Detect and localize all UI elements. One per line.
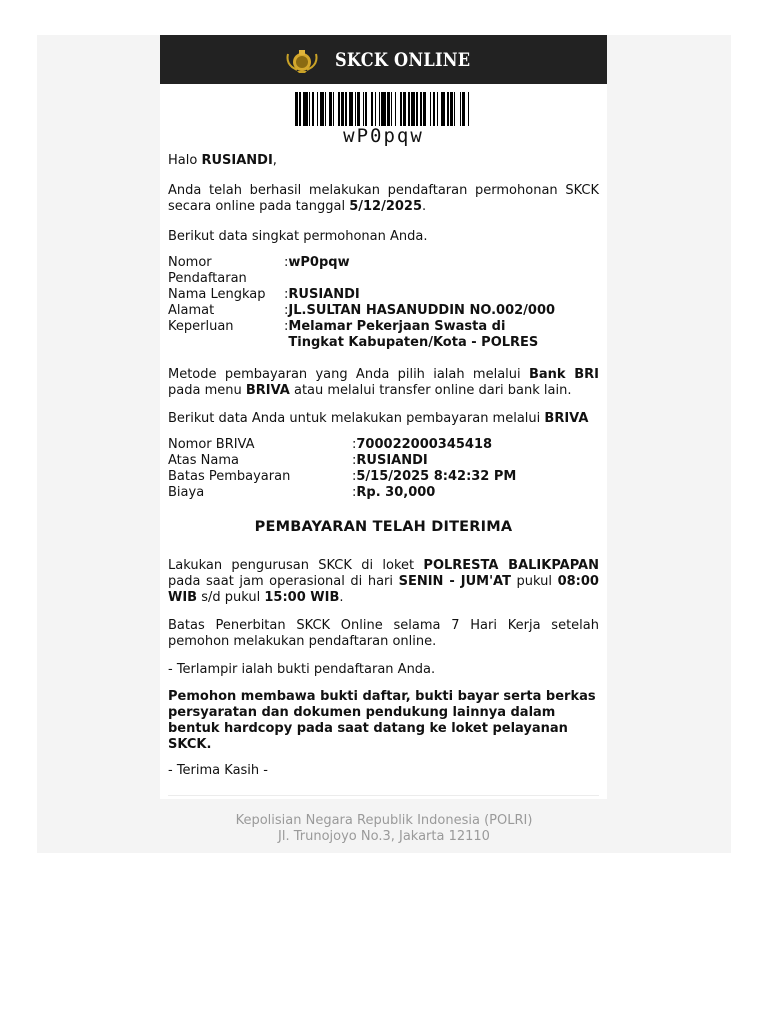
detail-value: RUSIANDI [288,287,360,302]
detail-value: wP0pqw [288,255,350,270]
content-divider [168,795,599,796]
email-body [160,153,607,796]
detail-row-address: Alamat : JL.SULTAN HASANUDDIN NO.002/000 [168,303,556,318]
attachment-note: - Terlampir ialah bukti pendaftaran Anda. [168,662,436,677]
email-card [160,35,607,799]
footer-organization: Kepolisian Negara Republik Indonesia (POLRI) [235,813,533,828]
bring-documents-note: Pemohon membawa bukti daftar, bukti bayar serta berkas persyaratan dan dokumen pendukung lainnya dalam bentuk hardcopy pada saat datang ke loket pelayanan SKCK. [168,689,596,752]
briva-row-fee: Biaya : Rp. 30,000 [168,485,436,500]
barcode-section [160,92,607,147]
intro-paragraph: Anda telah berhasil melakukan pendaftaran permohonan SKCK secara online pada tanggal 5/12/2025. [168,183,599,214]
briva-row-name: Atas Nama : RUSIANDI [168,453,428,468]
brand-logo [285,46,482,74]
email-background [37,35,731,853]
thanks-line: - Terima Kasih - [168,763,268,778]
summary-heading: Berikut data singkat permohonan Anda. [168,229,428,244]
detail-value: Melamar Pekerjaan Swasta di Tingkat Kabupaten/Kota - POLRES [288,319,539,350]
detail-row-name: Nama Lengkap : RUSIANDI [168,287,360,302]
instruction-paragraph: Lakukan pengurusan SKCK di loket POLRESTA BALIKPAPAN pada saat jam operasional di hari SENIN - JUM'AT pukul 08:00 WIB s/d pukul 15:00 WIB. [168,558,599,605]
office-name: POLRESTA BALIKPAPAN [423,558,599,573]
office-open-time: 08:00 WIB [168,574,599,605]
email-header [160,35,607,84]
payment-method-paragraph: Metode pembayaran yang Anda pilih ialah melalui Bank BRI pada menu BRIVA atau melalui transfer online dari bank lain. [168,367,599,398]
briva-label: Atas Nama [168,453,239,468]
office-days: SENIN - JUM'AT [398,574,511,589]
detail-label: Alamat [168,303,215,318]
footer-address: Jl. Trunojoyo No.3, Jakarta 12110 [278,829,490,844]
detail-label: Nomor Pendaftaran [168,255,247,286]
detail-value: JL.SULTAN HASANUDDIN NO.002/000 [288,303,556,318]
detail-label: Keperluan [168,319,234,334]
barcode-code: wP0pqw [343,125,424,147]
briva-row-deadline: Batas Pembayaran : 5/15/2025 8:42:32 PM [168,469,517,484]
briva-heading: Berikut data Anda untuk melakukan pembayaran melalui BRIVA [168,411,589,426]
briva-value: RUSIANDI [356,453,428,468]
barcode [295,92,471,126]
office-close-time: 15:00 WIB [264,590,340,605]
briva-value: 700022000345418 [356,437,493,452]
police-emblem-icon [285,46,319,74]
brand-name: SKCK ONLINE [334,48,471,71]
registration-details [168,255,599,351]
customer-name: RUSIANDI [201,153,273,168]
email-footer [37,813,731,845]
detail-label: Nama Lengkap [168,287,266,302]
briva-row-number: Nomor BRIVA : 700022000345418 [168,437,493,452]
deadline-note: Batas Penerbitan SKCK Online selama 7 Hari Kerja setelah pemohon melakukan pendaftaran online. [168,618,599,649]
briva-details [168,437,599,501]
briva-value: 5/15/2025 8:42:32 PM [356,469,517,484]
detail-row-number: Nomor Pendaftaran : wP0pqw [168,255,350,286]
registration-date: 5/12/2025 [349,199,423,214]
detail-row-purpose: Keperluan : Melamar Pekerjaan Swasta di Tingkat Kabupaten/Kota - POLRES [168,319,599,351]
bank-name: Bank BRI [528,367,599,382]
greeting: Halo RUSIANDI, [168,153,277,168]
payment-menu: BRIVA [245,383,290,398]
briva-value: Rp. 30,000 [356,485,436,500]
briva-label: Nomor BRIVA [168,437,255,452]
briva-label: Biaya [168,485,205,500]
payment-status-title: PEMBAYARAN TELAH DITERIMA [254,519,513,535]
briva-label: Batas Pembayaran [168,469,291,484]
